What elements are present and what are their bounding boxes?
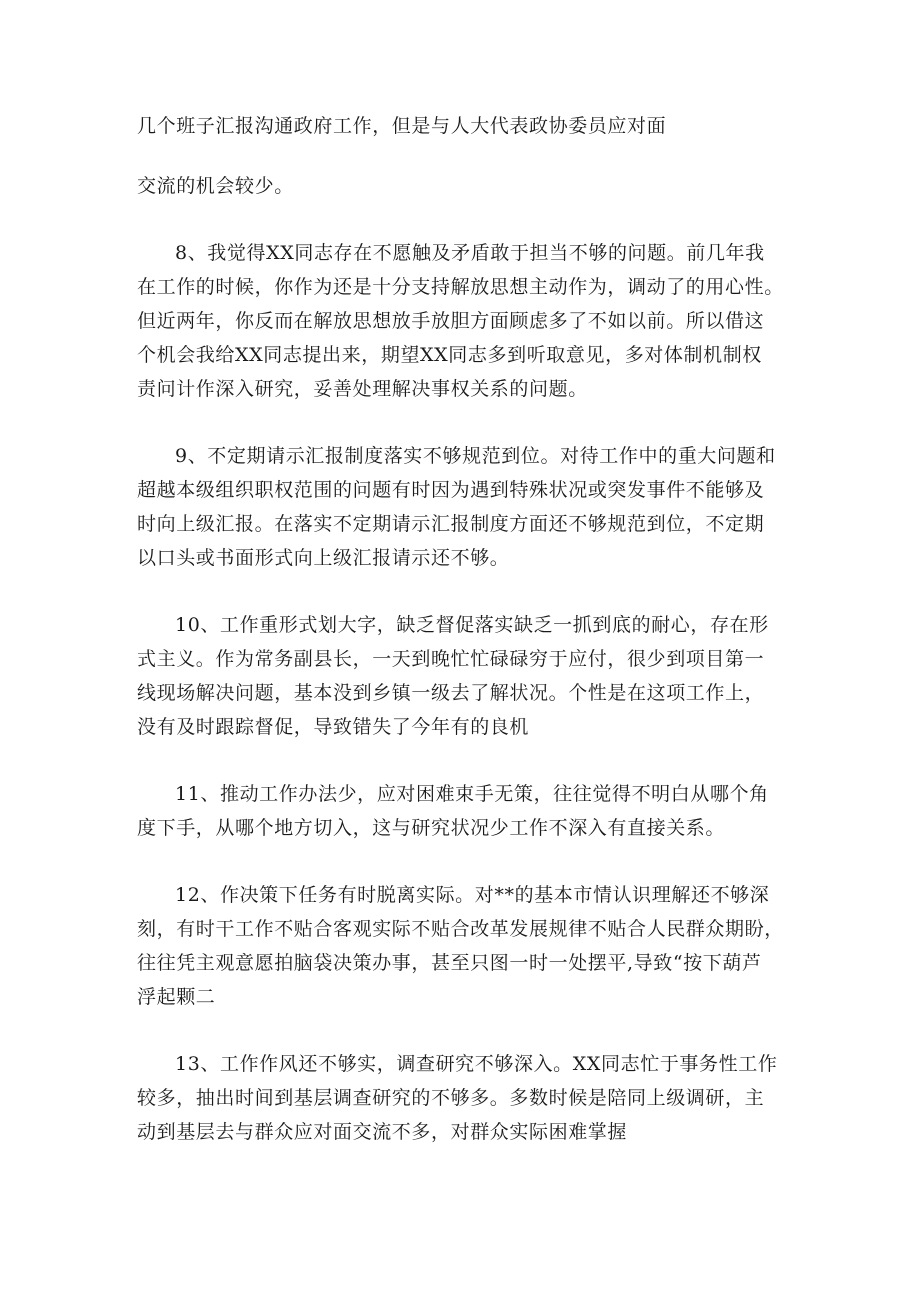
paragraph-8-line: 8、我觉得XX同志存在不愿触及矛盾敢于担当不够的问题。前几年我 xyxy=(175,242,765,264)
paragraph-8-line: 在工作的时候，你作为还是十分支持解放思想主动作为，调动了的用心性。 xyxy=(137,276,784,298)
paragraph-9-line: 以口头或书面形式向上级汇报请示还不够。 xyxy=(137,547,510,569)
paragraph-9-line: 9、不定期请示汇报制度落实不够规范到位。对待工作中的重大问题和 xyxy=(175,445,776,467)
paragraph-8-line: 但近两年，你反而在解放思想放手放胆方面顾虑多了不如以前。所以借这 xyxy=(137,310,765,332)
paragraph-12-line: 往往凭主观意愿拍脑袋决策办事，甚至只图一时一处摆平,导致“按下葫芦 xyxy=(137,952,762,974)
paragraph-13-line: 较多，抽出时间到基层调查研究的不够多。多数时候是陪同上级调研，主 xyxy=(137,1087,765,1109)
paragraph-9-line: 时向上级汇报。在落实不定期请示汇报制度方面还不够规范到位，不定期 xyxy=(137,513,765,535)
paragraph-13-line: 动到基层去与群众应对面交流不多，对群众实际困难掌握 xyxy=(137,1121,628,1143)
paragraph-8-line: 个机会我给XX同志提出来，期望XX同志多到听取意见，多对体制机制权 xyxy=(137,344,762,366)
paragraph-12-line: 12、作决策下任务有时脱离实际。对**的基本市情认识理解还不够深 xyxy=(175,884,770,906)
paragraph-11-line: 11、推动工作办法少，应对困难束手无策，往往觉得不明白从哪个角 xyxy=(175,783,769,805)
paragraph-8-line: 责问计作深入研究，妥善处理解决事权关系的问题。 xyxy=(137,378,588,400)
paragraph-12-line: 浮起颗二 xyxy=(137,986,216,1008)
paragraph-9-line: 超越本级组织职权范围的问题有时因为遇到特殊状况或突发事件不能够及 xyxy=(137,479,765,501)
paragraph-10-line: 没有及时跟踪督促，导致错失了今年有的良机 xyxy=(137,716,530,738)
paragraph-10-line: 线现场解决问题，基本没到乡镇一级去了解状况。个性是在这项工作上， xyxy=(137,682,765,704)
paragraph-10-line: 式主义。作为常务副县长，一天到晚忙忙碌碌穷于应付，很少到项目第一 xyxy=(137,648,765,670)
text-line: 交流的机会较少。 xyxy=(137,175,294,197)
paragraph-12-line: 刻，有时干工作不贴合客观实际不贴合改革发展规律不贴合人民群众期盼， xyxy=(137,918,784,940)
paragraph-13-line: 13、工作作风还不够实，调查研究不够深入。XX同志忙于事务性工作 xyxy=(175,1053,778,1075)
paragraph-10-line: 10、工作重形式划大字，缺乏督促落实缺乏一抓到底的耐心，存在形 xyxy=(175,614,769,636)
paragraph-11-line: 度下手，从哪个地方切入，这与研究状况少工作不深入有直接关系。 xyxy=(137,817,726,839)
text-line: 几个班子汇报沟通政府工作，但是与人大代表政协委员应对面 xyxy=(137,115,667,137)
